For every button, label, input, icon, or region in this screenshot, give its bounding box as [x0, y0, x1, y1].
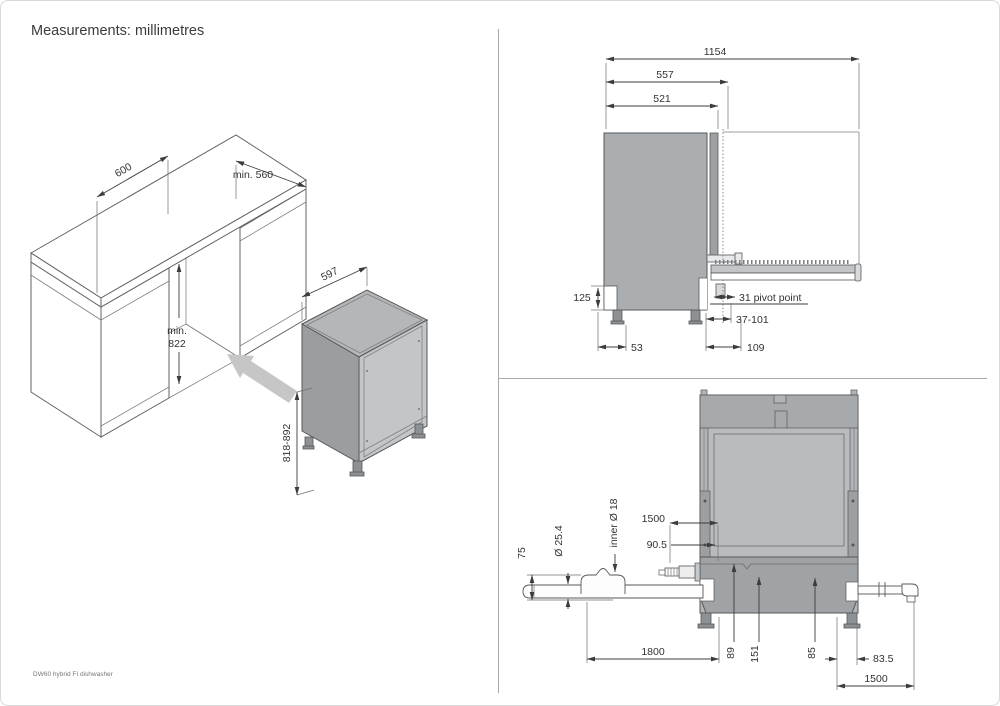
rear-view-body — [698, 390, 860, 628]
dim-niche-width-label: 600 — [112, 160, 135, 180]
dim-83-5-label: 83.5 — [873, 653, 894, 665]
dim-31-pivot-label: 31 pivot point — [739, 292, 802, 304]
inlet-elbow-connector — [902, 584, 918, 596]
diagram-canvas — [1, 1, 999, 705]
dim-37-101-label: 37-101 — [736, 314, 769, 326]
dim-inlet-inner-dia — [608, 498, 620, 572]
dim-dishwasher-width-label: 597 — [319, 265, 341, 284]
dim-557-label: 557 — [656, 69, 674, 81]
dim-1800-label: 1800 — [641, 646, 665, 658]
insert-direction-arrow-icon — [227, 354, 297, 403]
dim-521-label: 521 — [653, 93, 671, 105]
dim-rear-recess — [573, 286, 606, 310]
dim-1500-cord-label: 1500 — [864, 673, 888, 685]
dim-niche-height-label-2: 822 — [168, 338, 186, 350]
dim-adjust-range — [706, 303, 769, 326]
dim-dishwasher-height-label: 818-892 — [281, 423, 293, 463]
page-title: Measurements: millimetres — [31, 23, 205, 39]
product-name: DW60 hybrid FI dishwasher — [33, 671, 113, 678]
dim-85-label: 85 — [806, 647, 818, 659]
center-notch — [775, 411, 787, 428]
top-notch — [774, 395, 786, 403]
side-view-feet — [611, 310, 702, 324]
dim-depth-body — [606, 93, 718, 129]
dim-1154-label: 1154 — [703, 46, 727, 58]
dim-inner-18-label: inner Ø 18 — [608, 498, 620, 548]
dim-1500-inlet-label: 1500 — [641, 513, 665, 525]
rear-view — [516, 390, 918, 690]
inlet-hose — [858, 582, 918, 602]
dim-75-label: 75 — [516, 547, 528, 559]
dim-125-label: 125 — [573, 292, 591, 304]
dim-drain-hose-length — [587, 602, 719, 663]
dim-niche-height-label-1: min. — [167, 325, 187, 337]
base-pan — [700, 557, 858, 613]
drain-hose-u-bend — [581, 569, 625, 595]
dim-151-label: 151 — [749, 645, 761, 663]
dim-depth-door-open — [606, 46, 859, 129]
inlet-fitting — [659, 563, 700, 581]
side-view — [573, 46, 861, 354]
dim-53-label: 53 — [631, 342, 643, 354]
dim-89-label: 89 — [725, 647, 737, 659]
rear-view-feet — [698, 613, 860, 628]
dim-109-label: 109 — [747, 342, 765, 354]
dim-niche-depth-label: min. 560 — [232, 169, 274, 181]
dishwasher-unit — [302, 290, 427, 476]
dim-25-4-label: Ø 25.4 — [553, 525, 565, 557]
dim-90-5-label: 90.5 — [646, 539, 667, 551]
niche-isometric-view — [31, 135, 427, 495]
side-view-body — [604, 129, 742, 324]
